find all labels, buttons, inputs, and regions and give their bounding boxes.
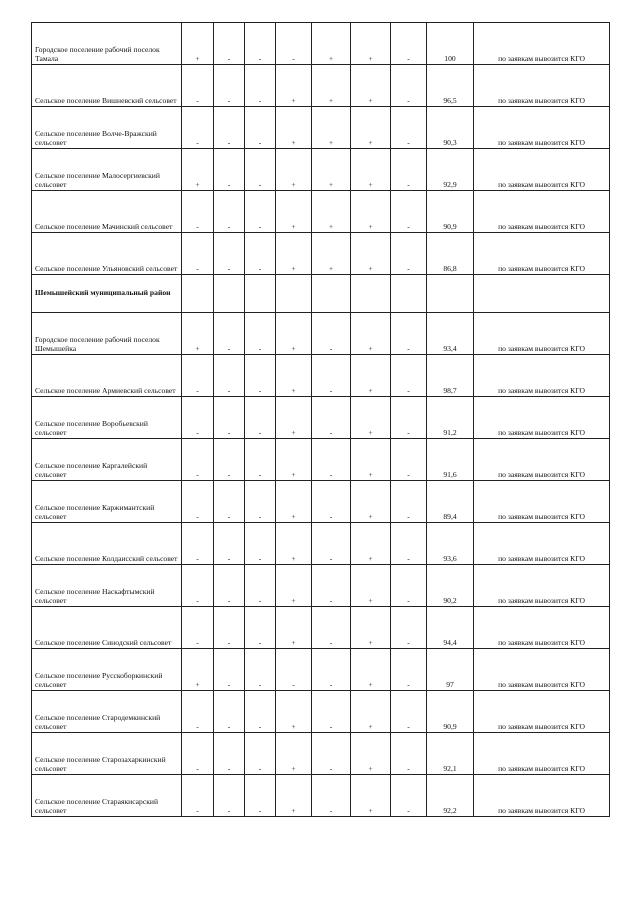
note-cell (474, 149, 610, 191)
table-row (32, 523, 610, 565)
settlement-name: Сельское поселение Волче-Вражский сельсовет (32, 107, 182, 149)
table-row (32, 733, 610, 775)
mark-cell-1: - (182, 191, 214, 233)
percent-value: 100 (427, 23, 474, 65)
mark-cell-4: + (276, 233, 312, 275)
mark-cell-2: - (214, 191, 245, 233)
settlement-name: Городское поселение рабочий поселок Шемышейка (32, 313, 182, 355)
percent-value: 90,3 (427, 107, 474, 149)
note-cell (474, 65, 610, 107)
mark-cell-5: - (312, 691, 351, 733)
mark-cell-5: - (312, 775, 351, 817)
mark-cell-4: + (276, 149, 312, 191)
mark-cell-3: - (245, 481, 276, 523)
note-text: по заявкам вывозится КГО (498, 511, 585, 521)
table-row (32, 565, 610, 607)
note-cell (474, 649, 610, 691)
empty-cell (312, 275, 351, 313)
table-row (32, 775, 610, 817)
table-row (32, 313, 610, 355)
mark-cell-5: - (312, 355, 351, 397)
percent-value: 96,5 (427, 65, 474, 107)
settlement-name: Сельское поселение Синодский сельсовет (32, 607, 182, 649)
mark-cell-7: - (391, 233, 427, 275)
settlement-name: Сельское поселение Колдаисский сельсовет (32, 523, 182, 565)
mark-cell-5: - (312, 439, 351, 481)
mark-cell-6: + (351, 23, 391, 65)
empty-cell (245, 275, 276, 313)
empty-cell (214, 275, 245, 313)
mark-cell-7: - (391, 107, 427, 149)
mark-cell-2: - (214, 481, 245, 523)
note-cell (474, 565, 610, 607)
mark-cell-4: + (276, 691, 312, 733)
note-text: по заявкам вывозится КГО (498, 95, 585, 105)
mark-cell-5: - (312, 565, 351, 607)
percent-value: 90,9 (427, 191, 474, 233)
district-name: Шемышейский муниципальный район (32, 275, 182, 313)
note-text: по заявкам вывозится КГО (498, 343, 585, 353)
percent-value: 92,1 (427, 733, 474, 775)
mark-cell-5: - (312, 523, 351, 565)
note-text: по заявкам вывозится КГО (498, 179, 585, 189)
mark-cell-2: - (214, 649, 245, 691)
note-text: по заявкам вывозится КГО (498, 53, 585, 63)
percent-value: 91,6 (427, 439, 474, 481)
mark-cell-3: - (245, 65, 276, 107)
mark-cell-3: - (245, 649, 276, 691)
table-row (32, 397, 610, 439)
mark-cell-7: - (391, 439, 427, 481)
mark-cell-5: + (312, 233, 351, 275)
table-row (32, 649, 610, 691)
percent-value: 89,4 (427, 481, 474, 523)
mark-cell-6: + (351, 397, 391, 439)
mark-cell-3: - (245, 523, 276, 565)
note-cell (474, 355, 610, 397)
percent-value: 93,4 (427, 313, 474, 355)
percent-value: 98,7 (427, 355, 474, 397)
mark-cell-7: - (391, 149, 427, 191)
mark-cell-7: - (391, 481, 427, 523)
mark-cell-3: - (245, 191, 276, 233)
mark-cell-5: - (312, 313, 351, 355)
mark-cell-3: - (245, 565, 276, 607)
mark-cell-4: + (276, 439, 312, 481)
percent-value: 93,6 (427, 523, 474, 565)
mark-cell-6: + (351, 607, 391, 649)
note-text: по заявкам вывозится КГО (498, 137, 585, 147)
note-cell (474, 397, 610, 439)
mark-cell-5: - (312, 649, 351, 691)
mark-cell-2: - (214, 313, 245, 355)
percent-value: 97 (427, 649, 474, 691)
mark-cell-6: + (351, 523, 391, 565)
mark-cell-4: + (276, 397, 312, 439)
mark-cell-3: - (245, 107, 276, 149)
percent-value: 91,2 (427, 397, 474, 439)
mark-cell-2: - (214, 607, 245, 649)
table-row (32, 233, 610, 275)
empty-cell (351, 275, 391, 313)
settlement-name: Сельское поселение Мачинский сельсовет (32, 191, 182, 233)
percent-value: 92,9 (427, 149, 474, 191)
table-row (32, 65, 610, 107)
settlement-name: Сельское поселение Стародемкинский сельсовет (32, 691, 182, 733)
mark-cell-6: + (351, 191, 391, 233)
mark-cell-3: - (245, 149, 276, 191)
settlement-name: Сельское поселение Стараякисарский сельсовет (32, 775, 182, 817)
mark-cell-6: + (351, 313, 391, 355)
mark-cell-4: + (276, 523, 312, 565)
note-cell (474, 439, 610, 481)
mark-cell-2: - (214, 691, 245, 733)
mark-cell-3: - (245, 397, 276, 439)
mark-cell-1: + (182, 23, 214, 65)
mark-cell-3: - (245, 233, 276, 275)
settlement-name: Сельское поселение Каржимантский сельсовет (32, 481, 182, 523)
mark-cell-7: - (391, 397, 427, 439)
note-text: по заявкам вывозится КГО (498, 221, 585, 231)
note-cell (474, 107, 610, 149)
mark-cell-6: + (351, 355, 391, 397)
mark-cell-5: + (312, 23, 351, 65)
mark-cell-7: - (391, 313, 427, 355)
note-cell (474, 733, 610, 775)
percent-value: 92,2 (427, 775, 474, 817)
note-cell (474, 481, 610, 523)
mark-cell-3: - (245, 355, 276, 397)
mark-cell-7: - (391, 649, 427, 691)
mark-cell-4: + (276, 313, 312, 355)
settlement-name: Городское поселение рабочий поселок Тамала (32, 23, 182, 65)
table-row (32, 23, 610, 65)
settlement-name: Сельское поселение Вишневский сельсовет (32, 65, 182, 107)
mark-cell-6: + (351, 149, 391, 191)
note-text: по заявкам вывозится КГО (498, 805, 585, 815)
note-cell (474, 313, 610, 355)
percent-value: 94,4 (427, 607, 474, 649)
mark-cell-2: - (214, 23, 245, 65)
mark-cell-7: - (391, 65, 427, 107)
note-text: по заявкам вывозится КГО (498, 595, 585, 605)
mark-cell-7: - (391, 23, 427, 65)
mark-cell-7: - (391, 691, 427, 733)
empty-cell (276, 275, 312, 313)
mark-cell-2: - (214, 107, 245, 149)
mark-cell-1: + (182, 313, 214, 355)
empty-cell (391, 275, 427, 313)
note-cell (474, 23, 610, 65)
mark-cell-4: + (276, 607, 312, 649)
mark-cell-1: - (182, 397, 214, 439)
percent-value: 90,9 (427, 691, 474, 733)
mark-cell-6: + (351, 691, 391, 733)
mark-cell-4: + (276, 565, 312, 607)
settlement-name: Сельское поселение Русскоборкинский сельсовет (32, 649, 182, 691)
note-text: по заявкам вывозится КГО (498, 427, 585, 437)
table-row (32, 355, 610, 397)
settlement-name: Сельское поселение Воробьевский сельсовет (32, 397, 182, 439)
mark-cell-4: - (276, 23, 312, 65)
note-cell (474, 523, 610, 565)
mark-cell-3: - (245, 23, 276, 65)
mark-cell-5: - (312, 607, 351, 649)
mark-cell-1: + (182, 649, 214, 691)
mark-cell-1: - (182, 355, 214, 397)
mark-cell-2: - (214, 233, 245, 275)
mark-cell-6: + (351, 107, 391, 149)
empty-cell (182, 275, 214, 313)
settlement-name: Сельское поселение Каргалейский сельсовет (32, 439, 182, 481)
mark-cell-5: - (312, 733, 351, 775)
table-row (32, 481, 610, 523)
mark-cell-3: - (245, 607, 276, 649)
table-row (32, 149, 610, 191)
percent-value: 90,2 (427, 565, 474, 607)
mark-cell-2: - (214, 775, 245, 817)
table-row (32, 191, 610, 233)
mark-cell-1: - (182, 233, 214, 275)
mark-cell-6: + (351, 481, 391, 523)
mark-cell-4: + (276, 65, 312, 107)
mark-cell-3: - (245, 775, 276, 817)
mark-cell-7: - (391, 733, 427, 775)
district-header-row (32, 275, 610, 313)
note-cell (474, 691, 610, 733)
mark-cell-1: - (182, 775, 214, 817)
mark-cell-4: - (276, 649, 312, 691)
note-text: по заявкам вывозится КГО (498, 637, 585, 647)
mark-cell-1: - (182, 523, 214, 565)
mark-cell-1: - (182, 107, 214, 149)
table-body (32, 23, 610, 817)
mark-cell-6: + (351, 565, 391, 607)
mark-cell-5: + (312, 191, 351, 233)
note-cell (474, 233, 610, 275)
empty-cell (474, 275, 610, 313)
settlement-name: Сельское поселение Ульяновский сельсовет (32, 233, 182, 275)
mark-cell-1: - (182, 439, 214, 481)
mark-cell-1: - (182, 65, 214, 107)
mark-cell-4: + (276, 107, 312, 149)
settlement-name: Сельское поселение Наскафтымский сельсовет (32, 565, 182, 607)
note-cell (474, 191, 610, 233)
mark-cell-2: - (214, 65, 245, 107)
mark-cell-4: + (276, 733, 312, 775)
mark-cell-1: - (182, 481, 214, 523)
percent-value: 86,8 (427, 233, 474, 275)
mark-cell-2: - (214, 733, 245, 775)
note-text: по заявкам вывозится КГО (498, 679, 585, 689)
mark-cell-4: + (276, 775, 312, 817)
table-row (32, 607, 610, 649)
table-row (32, 107, 610, 149)
mark-cell-3: - (245, 733, 276, 775)
note-text: по заявкам вывозится КГО (498, 263, 585, 273)
mark-cell-4: + (276, 481, 312, 523)
note-cell (474, 775, 610, 817)
mark-cell-1: + (182, 149, 214, 191)
mark-cell-7: - (391, 191, 427, 233)
mark-cell-7: - (391, 565, 427, 607)
mark-cell-6: + (351, 65, 391, 107)
note-text: по заявкам вывозится КГО (498, 469, 585, 479)
mark-cell-6: + (351, 775, 391, 817)
mark-cell-3: - (245, 313, 276, 355)
mark-cell-7: - (391, 355, 427, 397)
mark-cell-1: - (182, 691, 214, 733)
mark-cell-4: + (276, 191, 312, 233)
mark-cell-2: - (214, 397, 245, 439)
mark-cell-1: - (182, 565, 214, 607)
note-cell (474, 607, 610, 649)
mark-cell-6: + (351, 649, 391, 691)
empty-cell (427, 275, 474, 313)
note-text: по заявкам вывозится КГО (498, 721, 585, 731)
settlement-name: Сельское поселение Армиевский сельсовет (32, 355, 182, 397)
mark-cell-5: + (312, 149, 351, 191)
mark-cell-3: - (245, 439, 276, 481)
mark-cell-6: + (351, 733, 391, 775)
mark-cell-5: + (312, 107, 351, 149)
table-row (32, 691, 610, 733)
mark-cell-1: - (182, 733, 214, 775)
note-text: по заявкам вывозится КГО (498, 385, 585, 395)
mark-cell-7: - (391, 523, 427, 565)
mark-cell-3: - (245, 691, 276, 733)
mark-cell-2: - (214, 149, 245, 191)
table-row (32, 439, 610, 481)
mark-cell-2: - (214, 355, 245, 397)
mark-cell-5: - (312, 481, 351, 523)
mark-cell-5: - (312, 397, 351, 439)
mark-cell-6: + (351, 233, 391, 275)
mark-cell-1: - (182, 607, 214, 649)
mark-cell-5: + (312, 65, 351, 107)
mark-cell-4: + (276, 355, 312, 397)
mark-cell-7: - (391, 775, 427, 817)
note-text: по заявкам вывозится КГО (498, 553, 585, 563)
note-text: по заявкам вывозится КГО (498, 763, 585, 773)
mark-cell-2: - (214, 439, 245, 481)
mark-cell-7: - (391, 607, 427, 649)
mark-cell-2: - (214, 565, 245, 607)
settlement-name: Сельское поселение Старозахаркинский сельсовет (32, 733, 182, 775)
settlements-table (31, 22, 610, 817)
settlement-name: Сельское поселение Малосергиевский сельсовет (32, 149, 182, 191)
mark-cell-6: + (351, 439, 391, 481)
mark-cell-2: - (214, 523, 245, 565)
